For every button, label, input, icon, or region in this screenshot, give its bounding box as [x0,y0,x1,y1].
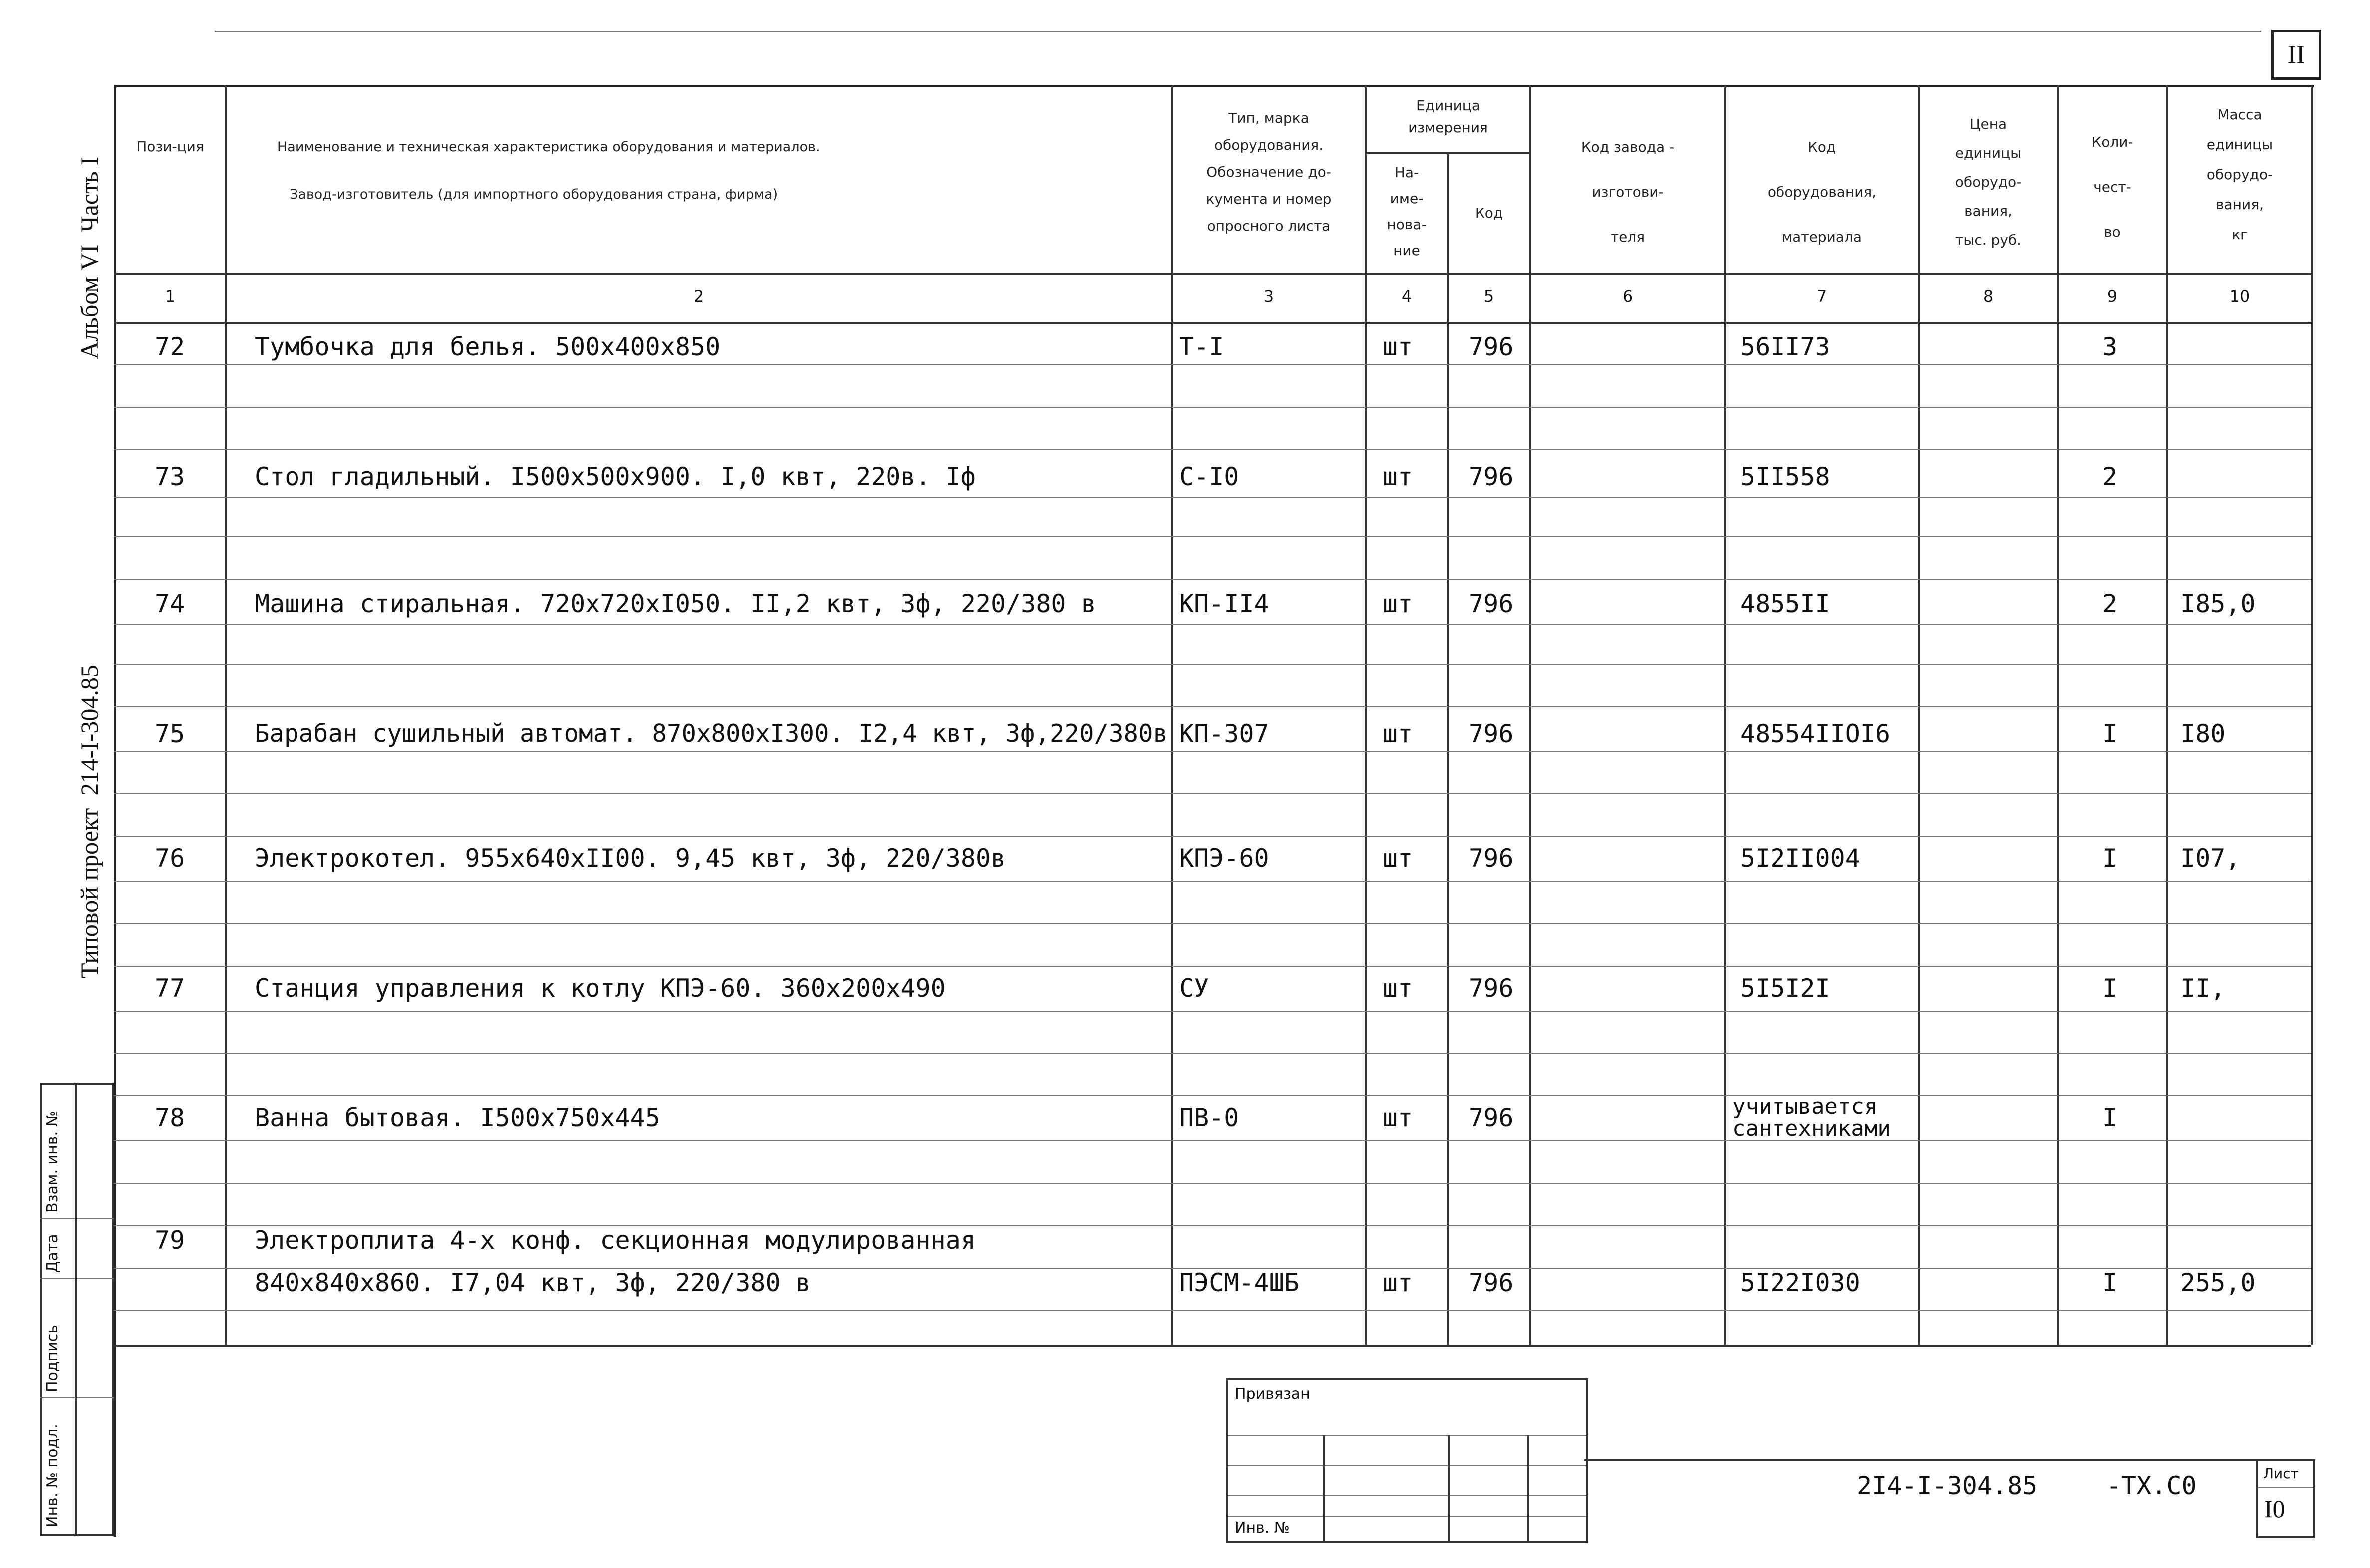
colnum-1: 1 [165,287,176,306]
row-line [114,793,2311,794]
row-75-mass: I80 [2180,719,2226,748]
table-bottom-line [114,1345,2311,1347]
header-col6: Код завода - изготови- теля [1581,139,1675,245]
row-73-type: С-I0 [1179,462,1239,491]
row-77-pos: 77 [155,974,185,1003]
row-line [114,836,2311,837]
side-label-vzam: Взам. инв. № [44,1111,61,1213]
row-78-name: Ванна бытовая. I500х750х445 [255,1103,660,1132]
row-77-mat: 5I5I2I [1740,974,1830,1003]
row-72-pos: 72 [155,332,185,361]
list-divider [2258,1487,2313,1488]
row-73-unit: шт [1383,462,1413,491]
row-line [114,1011,2311,1012]
header-col1: Пози-ция [136,138,204,155]
side-stamp-line [40,1218,114,1219]
row-79-mass: 255,0 [2180,1268,2256,1297]
row-74-mat: 4855II [1740,589,1830,618]
header-col45: Единица измерения [1408,97,1488,136]
col-line-2 [1171,85,1173,1345]
header-col2-line2: Завод-изготовитель (для импортного оборудования страна, фирма) [290,187,778,202]
row-79-qty: I [2102,1268,2118,1297]
colnum-4: 4 [1401,287,1412,306]
row-75-mat: 48554IIOI6 [1740,719,1891,748]
row-76-type: КПЭ-60 [1179,844,1269,873]
row-77-name: Станция управления к котлу КПЭ-60. 360х200х490 [255,974,946,1003]
row-line [114,706,2311,707]
colnum-6: 6 [1622,287,1633,306]
header-col7: Код оборудования, материала [1767,139,1877,245]
row-79-mat: 5I22I030 [1740,1268,1860,1297]
row-line [114,1183,2311,1184]
row-75-code: 796 [1469,719,1514,748]
row-72-name: Тумбочка для белья. 500х400х850 [255,332,721,361]
row-79-unit: шт [1383,1268,1413,1297]
row-76-unit: шт [1383,844,1413,873]
doc-code: 2I4-I-304.85 [1857,1471,2038,1500]
row-line [114,624,2311,625]
row-73-qty: 2 [2102,462,2118,491]
header-bottom-line [114,273,2311,275]
col-line-6 [1724,85,1726,1345]
row-76-name: Электрокотел. 955х640хII00. 9,45 квт, 3ф, 220/380в [255,844,1006,873]
col-line-8 [2057,85,2059,1345]
row-line [114,923,2311,924]
side-label-inv-podl: Инв. № подл. [44,1424,61,1527]
row-79-type: ПЭСМ-4ШБ [1179,1268,1299,1297]
side-stamp-line [40,1278,114,1279]
row-78-code: 796 [1469,1103,1514,1132]
row-74-qty: 2 [2102,589,2118,618]
stamp-line [1228,1435,1586,1436]
side-project-title: Типовой проект 214-I-304.85 [75,665,103,978]
header-col4: На- име- нова- ние [1387,164,1427,259]
row-line [114,881,2311,882]
header-col8: Цена единицы оборудо- вания, тыс. руб. [1955,116,2022,248]
row-74-unit: шт [1383,589,1413,618]
header-col2-line1: Наименование и техническая характеристика оборудования и материалов. [277,139,820,155]
row-72-unit: шт [1383,332,1413,361]
col-line-3 [1365,85,1367,1345]
row-line [114,449,2311,450]
stamp-title: Привязан [1235,1385,1310,1403]
row-78-qty: I [2102,1103,2118,1132]
top-rule [215,31,2261,32]
row-76-code: 796 [1469,844,1514,873]
row-74-mass: I85,0 [2180,589,2256,618]
sheet-number: II [2271,30,2321,80]
col-line-1 [225,85,227,1345]
row-line [114,536,2311,537]
stamp-divider [1527,1435,1529,1541]
side-stamp-line [40,1397,114,1398]
row-74-code: 796 [1469,589,1514,618]
row-78-pos: 78 [155,1103,185,1132]
colnum-2: 2 [693,287,704,306]
row-77-code: 796 [1469,974,1514,1003]
row-line [114,1140,2311,1141]
side-label-data: Дата [44,1234,61,1273]
sheet-list-box [2256,1459,2315,1538]
row-78-unit: шт [1383,1103,1413,1132]
row-77-qty: I [2102,974,2118,1003]
stamp-line [1228,1465,1586,1466]
row-75-pos: 75 [155,719,185,748]
row-line [114,1095,2311,1096]
colnum-bottom-line [114,322,2311,324]
side-album: Альбом VI Часть I [75,157,103,359]
row-line [114,407,2311,408]
row-75-name: Барабан сушильный автомат. 870х800хI300. I2,4 квт, 3ф,220/380в [255,719,1168,748]
row-79-name: Электроплита 4-х конф. секционная модулированная [255,1226,976,1255]
row-73-pos: 73 [155,462,185,491]
colnum-5: 5 [1483,287,1494,306]
header-col5: Код [1475,205,1503,221]
row-74-type: КП-II4 [1179,589,1269,618]
row-line [114,664,2311,665]
row-78-type: ПВ-0 [1179,1103,1239,1132]
row-78-mat: учитывается сантехниками [1732,1094,1891,1141]
row-72-qty: 3 [2102,332,2118,361]
side-label-podpis: Подпись [44,1325,61,1392]
col-line-9 [2166,85,2168,1345]
doc-suffix: -ТХ.С0 [2106,1471,2197,1500]
row-74-name: Машина стиральная. 720х720хI050. II,2 квт, 3ф, 220/380 в [255,589,1096,618]
row-73-mat: 5II558 [1740,462,1830,491]
row-72-type: Т-I [1179,332,1224,361]
row-line [114,751,2311,752]
row-79-code: 796 [1469,1268,1514,1297]
col-line-4 [1447,152,1449,1345]
header-col10: Масса единицы оборудо- вания, кг [2206,106,2273,243]
col-line-7 [1918,85,1920,1345]
row-77-unit: шт [1383,974,1413,1003]
row-line [114,1053,2311,1054]
row-line [114,966,2311,967]
row-75-unit: шт [1383,719,1413,748]
side-stamp-divider [75,1083,77,1534]
colnum-10: 10 [2229,287,2250,306]
row-line [114,579,2311,580]
colnum-9: 9 [2107,287,2118,306]
stamp-inv: Инв. № [1235,1519,1290,1537]
row-76-qty: I [2102,844,2118,873]
stamp-line [1228,1516,1586,1517]
row-72-mat: 56II73 [1740,332,1830,361]
colnum-8: 8 [1983,287,1994,306]
col-line-5 [1529,85,1531,1345]
col-line-10 [2311,85,2313,1345]
row-74-pos: 74 [155,589,185,618]
row-75-type: КП-307 [1179,719,1269,748]
row-76-mat: 5I2II004 [1740,844,1860,873]
row-line [114,497,2311,498]
header-col9: Коли- чест- во [2091,134,2133,240]
row-76-mass: I07, [2180,844,2241,873]
row-79-name2: 840х840х860. I7,04 квт, 3ф, 220/380 в [255,1268,811,1297]
row-75-qty: I [2102,719,2118,748]
list-label: Лист [2263,1465,2299,1482]
row-79-pos: 79 [155,1226,185,1255]
stamp-divider [1448,1435,1450,1541]
row-72-code: 796 [1469,332,1514,361]
colnum-7: 7 [1816,287,1827,306]
binding-stamp [1226,1378,1588,1543]
row-77-type: СУ [1179,974,1209,1003]
list-value: I0 [2264,1495,2285,1523]
header-col3: Тип, марка оборудования. Обозначение до- кумента и номер опросного листа [1206,110,1332,234]
row-76-pos: 76 [155,844,185,873]
row-73-name: Стол гладильный. I500х500х900. I,0 квт, 220в. Iф [255,462,976,491]
row-line [114,364,2311,365]
title-block-line [1584,1459,2311,1461]
stamp-line [1228,1495,1586,1496]
stamp-divider [1323,1435,1325,1541]
row-73-code: 796 [1469,462,1514,491]
colnum-3: 3 [1263,287,1274,306]
row-77-mass: II, [2180,974,2226,1003]
row-line [114,1310,2311,1311]
